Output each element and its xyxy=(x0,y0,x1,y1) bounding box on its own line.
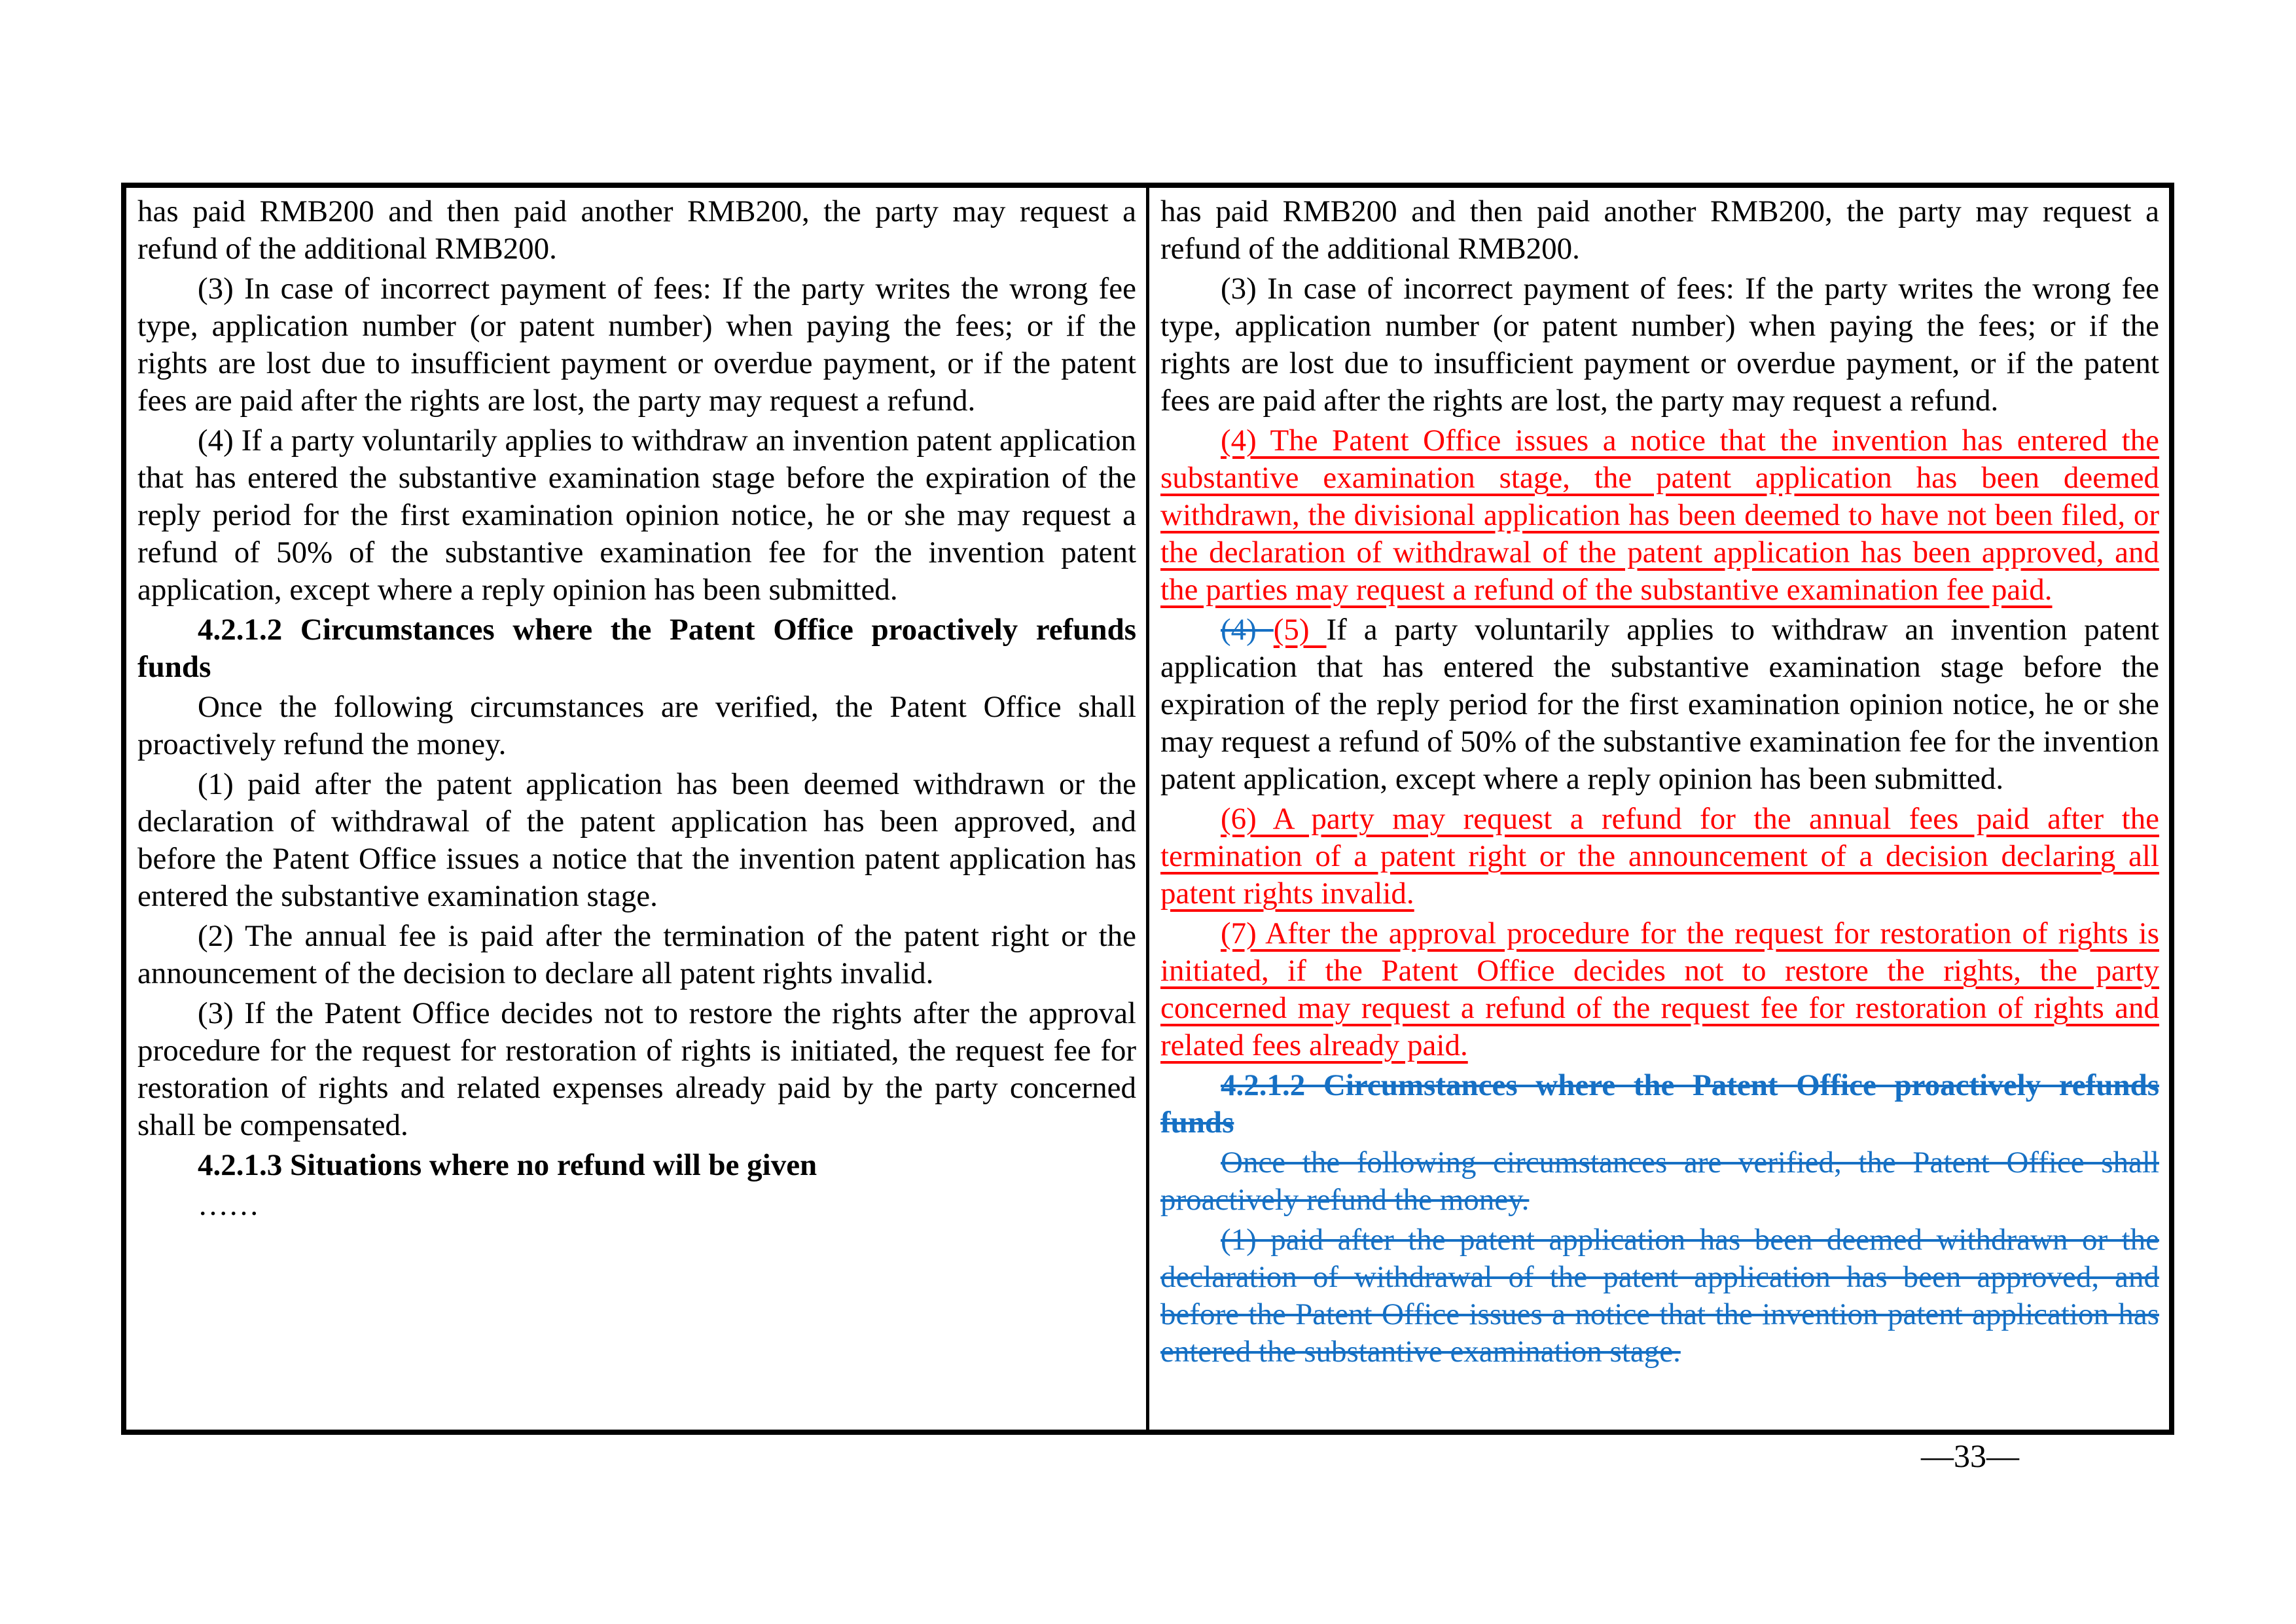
text-segment-ins: (6) A party may request a refund for the annual fees paid after the termination of a patent right or the announcement of a decision declaring all patent rights invalid. xyxy=(1160,802,2159,911)
paragraph xyxy=(137,689,1136,763)
paragraph xyxy=(137,270,1136,420)
paragraph xyxy=(1160,1067,2159,1142)
text-segment-normal: (3) In case of incorrect payment of fees: If the party writes the wrong fee type, application number (or patent number) when paying the fees; or if the rights are lost due to insufficient payment or overdue payment, or if the patent fees are paid after the rights are lost, the party may request a refund. xyxy=(137,272,1136,418)
text-segment-normal: Once the following circumstances are verified, the Patent Office shall proactively refund the money. xyxy=(137,690,1136,761)
text-segment-normal: (4) If a party voluntarily applies to withdraw an invention patent application that has entered the substantive examination stage before the expiration of the reply period for the first examination opinion notice, he or she may request a refund of 50% of the substantive examination fee for the invention patent application, except where a reply opinion has been submitted. xyxy=(137,424,1136,607)
text-segment-ins: (5) xyxy=(1273,613,1327,647)
paragraph xyxy=(1160,915,2159,1064)
text-segment-del-bold: 4.2.1.2 Circumstances where the Patent Office proactively refunds funds xyxy=(1160,1068,2159,1140)
text-segment-normal: If a party voluntarily applies to withdraw an invention patent application that has entered the substantive examination stage before the expiration of the reply period for the first examination opinion notice, he or she may request a refund of 50% of the substantive examination fee for the invention patent application, except where a reply opinion has been submitted. xyxy=(1160,613,2159,796)
paragraph xyxy=(1160,1144,2159,1219)
text-segment-normal: (3) In case of incorrect payment of fees: If the party writes the wrong fee type, application number (or patent number) when paying the fees; or if the rights are lost due to insufficient payment or overdue payment, or if the patent fees are paid after the rights are lost, the party may request a refund. xyxy=(1160,272,2159,418)
text-segment-bold: 4.2.1.3 Situations where no refund will be given xyxy=(198,1148,817,1182)
paragraph xyxy=(137,1147,1136,1184)
text-segment-del: (4) xyxy=(1221,613,1274,647)
text-segment-normal: …… xyxy=(198,1188,259,1222)
paragraph xyxy=(137,193,1136,268)
paragraph xyxy=(1160,193,2159,268)
paragraph xyxy=(1160,422,2159,609)
text-segment-ins: (4) The Patent Office issues a notice that the invention has entered the substantive examination stage, the patent application has been deemed withdrawn, the divisional application has been deemed to have not been filed, or the declaration of withdrawal of the patent application has been approved, and the parties may request a refund of the substantive examination fee paid. xyxy=(1160,424,2159,607)
text-segment-del: Once the following circumstances are verified, the Patent Office shall proactively refund the money. xyxy=(1160,1146,2159,1217)
original-text-column xyxy=(126,188,1146,1430)
paragraph xyxy=(137,1187,1136,1224)
text-segment-normal: (3) If the Patent Office decides not to restore the rights after the approval procedure for the request for restoration of rights is initiated, the request fee for restoration of rights and related expenses already paid by the party concerned shall be compensated. xyxy=(137,996,1136,1142)
revision-comparison-table xyxy=(121,183,2174,1435)
paragraph xyxy=(1160,611,2159,798)
text-segment-normal: (2) The annual fee is paid after the termination of the patent right or the announcement of the decision to declare all patent rights invalid. xyxy=(137,919,1136,990)
revised-text-column xyxy=(1146,188,2169,1430)
text-segment-normal: has paid RMB200 and then paid another RMB200, the party may request a refund of the additional RMB200. xyxy=(137,194,1136,266)
paragraph xyxy=(137,611,1136,686)
paragraph xyxy=(1160,801,2159,912)
paragraph xyxy=(137,422,1136,609)
text-segment-normal: has paid RMB200 and then paid another RMB200, the party may request a refund of the additional RMB200. xyxy=(1160,194,2159,266)
paragraph xyxy=(1160,1221,2159,1371)
page-number: —33— xyxy=(1921,1437,2019,1474)
paragraph xyxy=(137,766,1136,915)
text-segment-normal: (1) paid after the patent application has been deemed withdrawn or the declaration of withdrawal of the patent application has been approved, and before the Patent Office issues a notice that the invention patent application has entered the substantive examination stage. xyxy=(137,767,1136,913)
paragraph xyxy=(137,918,1136,992)
text-segment-del: (1) paid after the patent application has been deemed withdrawn or the declaration of withdrawal of the patent application has been approved, and before the Patent Office issues a notice that the invention patent application has entered the substantive examination stage. xyxy=(1160,1223,2159,1369)
paragraph xyxy=(1160,270,2159,420)
paragraph xyxy=(137,995,1136,1144)
text-segment-bold: 4.2.1.2 Circumstances where the Patent Office proactively refunds funds xyxy=(137,613,1136,684)
text-segment-ins: (7) After the approval procedure for the request for restoration of rights is initiated, if the Patent Office decides not to restore the rights, the party concerned may request a refund of the request fee for restoration of rights and related fees already paid. xyxy=(1160,916,2159,1062)
